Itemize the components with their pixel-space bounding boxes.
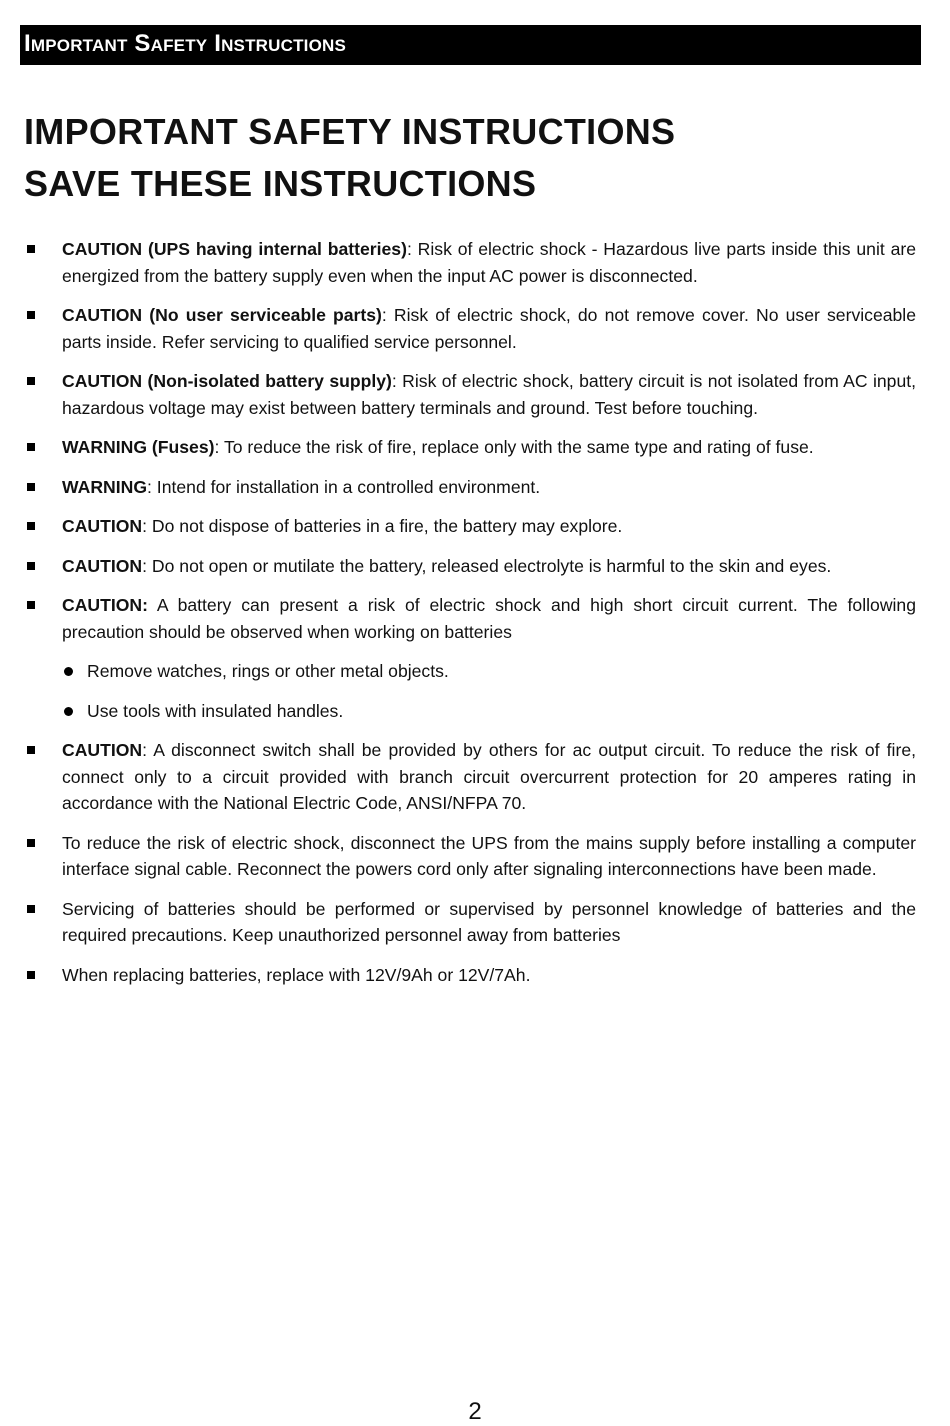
round-bullet-icon <box>64 667 73 676</box>
safety-instruction-list <box>24 236 916 1001</box>
item-text: To reduce the risk of electric shock, disconnect the UPS from the mains supply before installing a computer interface signal cable. Reconnect the powers cord only after signaling interconnections have been made. <box>62 832 916 879</box>
page-title-line-2: SAVE THESE INSTRUCTIONS <box>24 163 537 204</box>
item-text: : A disconnect switch shall be provided by others for ac output circuit. To reduce the risk of fire, connect only to a circuit provided with branch circuit overcurrent protection for 20 amperes rating in accordance with the National Electric Code, ANSI/NFPA 70. <box>62 740 916 813</box>
item-label: WARNING (Fuses) <box>62 437 215 457</box>
list-item <box>24 236 916 289</box>
item-text: : Risk of electric shock, battery circuit is not isolated from AC input, hazardous voltage may exist between battery terminals and ground. Test before touching. <box>62 371 917 418</box>
page-title <box>24 106 675 210</box>
square-bullet-icon <box>27 377 35 385</box>
square-bullet-icon <box>27 311 35 319</box>
item-text: : Do not open or mutilate the battery, released electrolyte is harmful to the skin and eyes. <box>142 555 832 576</box>
item-text: When replacing batteries, replace with 12V/9Ah or 12V/7Ah. <box>62 964 531 985</box>
item-text: A battery can present a risk of electric shock and high short circuit current. The following precaution should be observed when working on batteries <box>62 595 916 642</box>
item-label: CAUTION: <box>62 595 149 615</box>
item-text: : Intend for installation in a controlled environment. <box>147 476 541 497</box>
list-item <box>24 962 916 989</box>
list-item <box>24 474 916 501</box>
item-text: : Risk of electric shock - Hazardous live parts inside this unit are energized from the battery supply even when the input AC power is disconnected. <box>62 239 916 286</box>
square-bullet-icon <box>27 839 35 847</box>
square-bullet-icon <box>27 601 35 609</box>
item-text: : To reduce the risk of fire, replace only with the same type and rating of fuse. <box>214 437 814 457</box>
list-item <box>24 513 916 540</box>
square-bullet-icon <box>27 245 35 253</box>
section-header-bar <box>20 25 921 65</box>
list-item <box>24 434 916 461</box>
page-title-line-1: IMPORTANT SAFETY INSTRUCTIONS <box>24 111 676 152</box>
list-item <box>24 368 916 421</box>
square-bullet-icon <box>27 443 35 451</box>
item-label: CAUTION (UPS having internal batteries) <box>62 239 407 259</box>
page-number: 2 <box>468 1398 482 1425</box>
section-header-title: Important Safety Instructions <box>24 30 347 57</box>
list-item <box>24 830 916 883</box>
list-item <box>24 592 916 645</box>
item-label: CAUTION <box>62 740 143 760</box>
item-label: WARNING <box>62 476 148 497</box>
list-item <box>24 896 916 949</box>
square-bullet-icon <box>27 562 35 570</box>
sub-item-text: Remove watches, rings or other metal objects. <box>87 661 449 681</box>
square-bullet-icon <box>27 522 35 530</box>
item-text: Servicing of batteries should be performed or supervised by personnel knowledge of batteries and the required precautions. Keep unauthorized personnel away from batteries <box>62 898 916 945</box>
item-text: : Do not dispose of batteries in a fire, the battery may explore. <box>142 516 623 536</box>
square-bullet-icon <box>27 746 35 754</box>
list-item <box>24 302 916 355</box>
item-label: CAUTION (Non-isolated battery supply) <box>62 371 392 391</box>
list-item <box>24 553 916 580</box>
round-bullet-icon <box>64 707 73 716</box>
square-bullet-icon <box>27 905 35 913</box>
item-label: CAUTION <box>62 555 143 576</box>
sub-list-item <box>24 658 916 685</box>
item-label: CAUTION (No user serviceable parts) <box>62 305 382 325</box>
sub-list-item <box>24 698 916 725</box>
square-bullet-icon <box>27 483 35 491</box>
sub-item-text: Use tools with insulated handles. <box>87 700 344 721</box>
item-text: : Risk of electric shock, do not remove cover. No user serviceable parts inside. Refer servicing to qualified service personnel. <box>62 305 916 352</box>
item-label: CAUTION <box>62 516 143 536</box>
list-item <box>24 737 916 817</box>
square-bullet-icon <box>27 971 35 979</box>
